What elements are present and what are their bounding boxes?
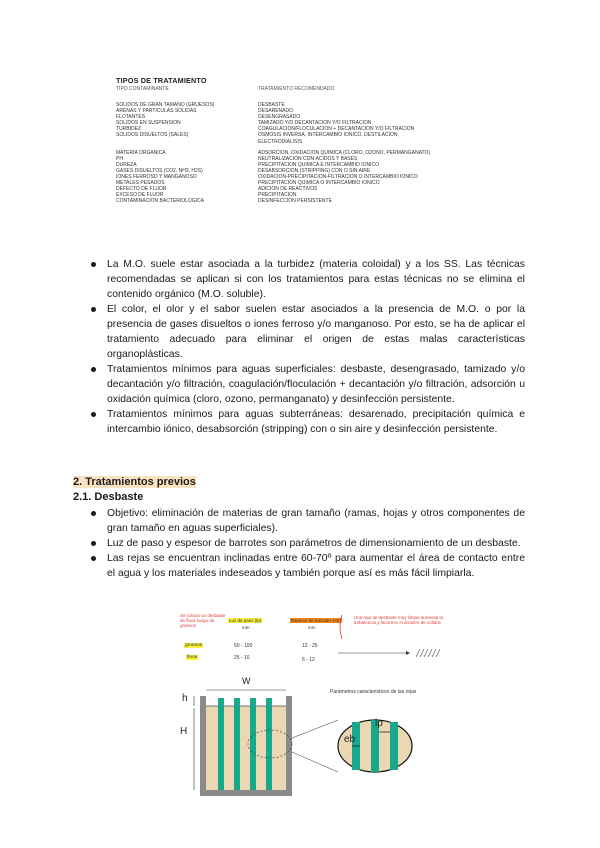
detail-leader: [292, 720, 338, 738]
cell-treatment: PRECIPITACIÓN QUÍMICA O INTERCAMBIO IÓNICO: [258, 180, 380, 187]
label-eb: eb: [344, 734, 356, 745]
cell-treatment: PRECIPITACIÓN QUÍMICA E INTERCAMBIO IÓNICO: [258, 161, 380, 168]
cell-contaminant: SÓLIDOS EN SUSPENSIÓN: [116, 120, 181, 127]
cell-treatment: DESARENADO: [258, 108, 294, 115]
cell-treatment: ADSORCIÓN, OXIDACIÓN QUÍMICA (CLORO, OZONO, PERMANGANATO): [258, 149, 431, 156]
cell-contaminant: IONES FERROSO Y MANGANOSO: [116, 174, 197, 181]
list-item: La M.O. suele estar asociada a la turbidez (materia coloidal) y a los SS. Las técnicas recomendadas se aplican si con los tratamientos para estas técnicas no se elimina el contenido orgánico (M.O. soluble).: [89, 257, 525, 302]
grid-diagram: [170, 676, 470, 806]
cell-contaminant: SÓLIDOS DE GRAN TAMAÑO (GRUESOS): [116, 102, 215, 108]
table-row: [116, 198, 476, 204]
row-label-gruesos: gruesos: [185, 643, 203, 648]
desbaste-list: [89, 506, 525, 581]
lp-header: Luz de paso (lp): [229, 618, 262, 623]
list-item: Objetivo: eliminación de materias de gran tamaño (ramas, hojas y otros componentes de gran tamaño en aguas superficiales).: [89, 506, 525, 536]
cell-contaminant: FLOTANTES: [116, 114, 146, 121]
bar-strokes: [416, 649, 440, 657]
cell-treatment: NEUTRALIZACIÓN CON ÁCIDOS Y BASES: [258, 155, 358, 162]
cell-treatment: DESENGRASADO: [258, 114, 301, 121]
table-header: [116, 86, 476, 92]
lp-unit: mm: [242, 625, 250, 630]
detail-leader: [292, 752, 338, 772]
lp-finos: 25 - 10: [234, 655, 250, 661]
eb-gruesos: 12 - 25: [302, 643, 318, 649]
label-w: W: [242, 676, 251, 686]
cell-contaminant: EXCESO DE FLÚOR: [116, 192, 164, 199]
label-h: h: [182, 693, 188, 704]
arrow-head: [406, 651, 410, 655]
list-item: El color, el olor y el sabor suelen estar asociados a la presencia de M.O. o por la presencia de gases disueltos o iones ferroso y/o manganoso. Por esto, se ha de aplicar el tratamiento adecuado para eliminar el origen de estas malas características organoplásticas.: [89, 302, 525, 362]
cell-treatment: ELECTRODIÁLISIS: [258, 138, 303, 145]
list-item: Tratamientos mínimos para aguas superficiales: desbaste, desengrasado, tamizado y/o decantación y/o filtración, coagulación/floculación + decantación y/o filtración, adsorción u oxidación química (cloro, ozono, permanganato) y desinfección persistente.: [89, 362, 525, 407]
eb-unit: mm: [308, 625, 316, 630]
cell-treatment: COAGULACIÓN/FLOCULACIÓN + DECANTACIÓN Y/O FILTRACIÓN: [258, 126, 415, 133]
cell-treatment: DESBASTE: [258, 102, 285, 108]
list-item: Las rejas se encuentran inclinadas entre 60-70º para aumentar el área de contacto entre el agua y los materiales indeseados y también porque así es más fácil limpiarla.: [89, 551, 525, 581]
cell-contaminant: [116, 139, 258, 145]
cell-treatment: OXIDACIÓN-PRECIPITACIÓN-FILTRACIÓN O INTERCAMBIO IÓNICO: [258, 174, 418, 181]
cell-treatment: ÓSMOSIS INVERSA, INTERCAMBIO IÓNICO, DESTILACIÓN,: [258, 132, 399, 139]
cell-contaminant: TURBIDEZ: [116, 126, 141, 133]
side-note: Una reja de desbaste muy limpia aumenta la turbulencia y favorece el arrastre de sólidos: [354, 615, 444, 625]
cell-contaminant: DUREZA: [116, 161, 137, 168]
cell-treatment: DESINFECCIÓN PERSISTENTE: [258, 198, 332, 205]
cell-contaminant: GASES DISUELTOS (CO2, NH3, H2S): [116, 167, 203, 174]
figure-caption: Parámetros característicos de las rejas: [330, 689, 417, 695]
cell-contaminant: SÓLIDOS DISUELTOS (SALES): [116, 132, 189, 139]
cell-treatment: PRECIPITACIÓN: [258, 192, 297, 199]
cell-contaminant: DEFECTO DE FLÚOR: [116, 186, 167, 193]
subsection-title: 2.1. Desbaste: [73, 491, 144, 503]
cell-contaminant: CONTAMINACIÓN BACTERIOLÓGICA: [116, 198, 204, 205]
cell-contaminant: MATERIA ORGÁNICA: [116, 149, 166, 156]
bar: [218, 698, 224, 790]
section-title: 2. Tratamientos previos: [73, 476, 196, 488]
notes-list: [89, 257, 525, 437]
detail-bar: [390, 722, 398, 770]
cell-treatment: ADICIÓN DE REACTIVOS: [258, 186, 318, 193]
list-item: Tratamientos mínimos para aguas subterráneas: desarenado, precipitación química e intercambio iónico, desabsorción (stripping) con o sin aire y desinfección persistente.: [89, 407, 525, 437]
label-H: H: [180, 726, 188, 737]
cell-contaminant: METALES PESADOS: [116, 180, 165, 187]
header-contaminant: TIPO CONTAMINANTE: [116, 86, 169, 92]
right-wall: [286, 696, 292, 796]
header-treatment: TRATAMIENTO RECOMENDADO: [258, 86, 335, 92]
treatment-table: [116, 76, 476, 205]
eb-finos: 6 - 12: [302, 657, 315, 663]
figure-note: Se coloca un desbaste de finos luego de gruesos: [180, 613, 226, 628]
bar: [266, 698, 272, 790]
cell-contaminant: ARENAS Y PARTÍCULAS SÓLIDAS: [116, 108, 197, 115]
lp-gruesos: 50 - 100: [234, 643, 253, 649]
label-lp: lp: [375, 718, 383, 729]
eb-header: Espesor de barrotes (eb): [291, 618, 341, 623]
grid-svg: [170, 676, 470, 806]
bar-spec-figure: [178, 611, 468, 673]
cell-treatment: TAMIZADO Y/O DECANTACIÓN Y/O FILTRACIÓN: [258, 120, 372, 127]
brace-mark: [340, 615, 342, 639]
row-label-finos: finos: [187, 655, 198, 660]
cell-treatment: DESABSORCIÓN (STRIPPING) CON O SIN AIRE: [258, 167, 371, 174]
table-title: TIPOS DE TRATAMIENTO: [116, 76, 207, 85]
bar: [250, 698, 256, 790]
cell-contaminant: PH: [116, 155, 123, 162]
list-item: Luz de paso y espesor de barrotes son parámetros de dimensionamiento de un desbaste.: [89, 536, 525, 551]
table-body: [116, 102, 476, 205]
left-wall: [200, 696, 206, 796]
bar: [234, 698, 240, 790]
channel-floor: [200, 790, 292, 796]
